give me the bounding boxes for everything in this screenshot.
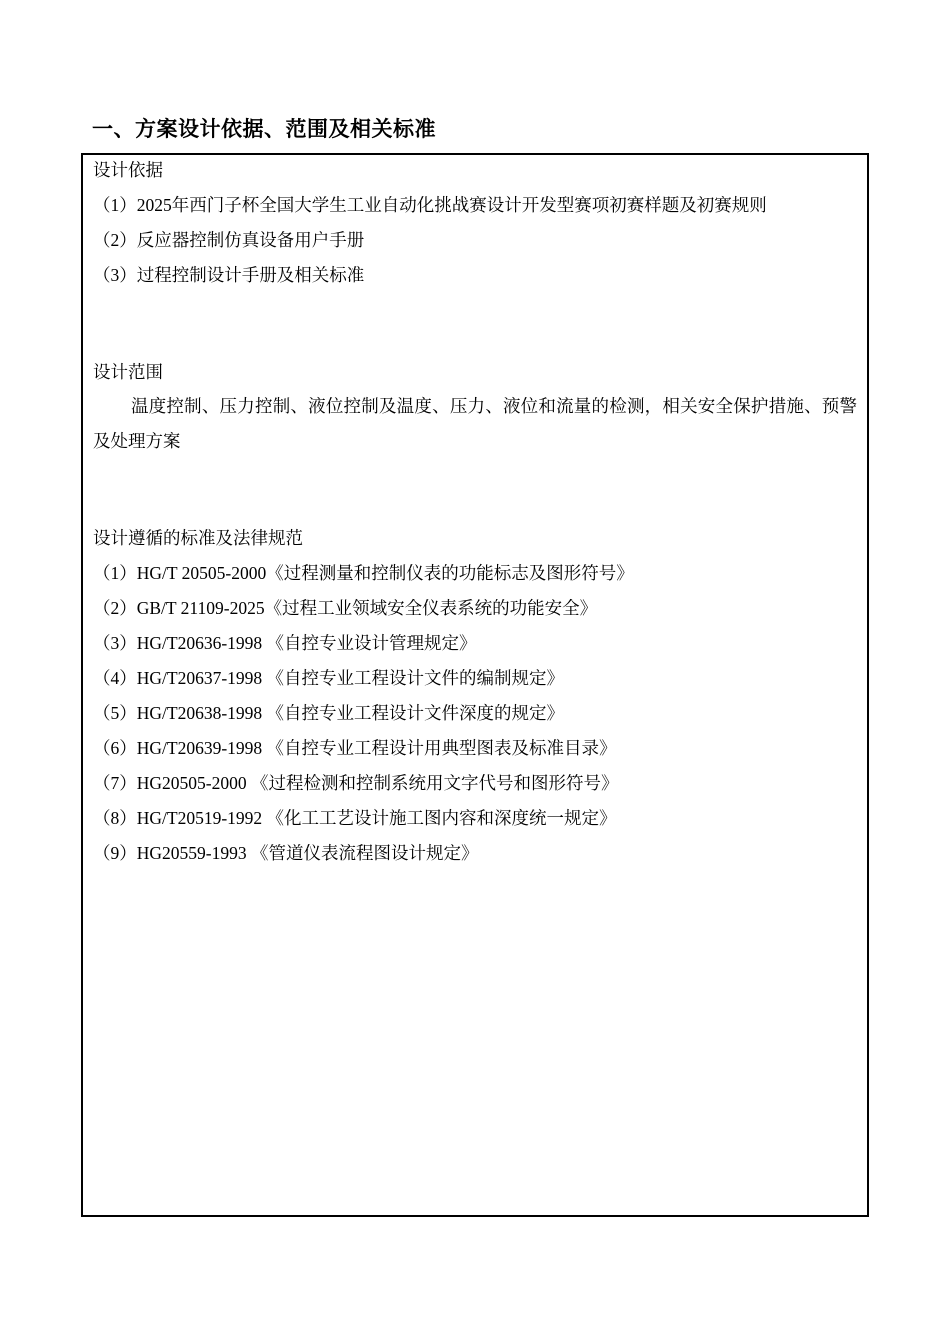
basis-item: （2）反应器控制仿真设备用户手册: [93, 230, 365, 250]
standard-item: （3）HG/T20636-1998 《自控专业设计管理规定》: [93, 633, 477, 653]
standard-item: （8）HG/T20519-1992 《化工工艺设计施工图内容和深度统一规定》: [93, 808, 617, 828]
standard-item: （2）GB/T 21109-2025《过程工业领域安全仪表系统的功能安全》: [93, 598, 598, 618]
basis-item: （3）过程控制设计手册及相关标准: [93, 265, 365, 285]
standard-item: （1）HG/T 20505-2000《过程测量和控制仪表的功能标志及图形符号》: [93, 563, 634, 583]
standard-item: （9）HG20559-1993 《管道仪表流程图设计规定》: [93, 843, 479, 863]
standard-item: （6）HG/T20639-1998 《自控专业工程设计用典型图表及标准目录》: [93, 738, 617, 758]
basis-item: （1）2025年西门子杯全国大学生工业自动化挑战赛设计开发型赛项初赛样题及初赛规则: [93, 195, 767, 215]
content-box: [81, 153, 869, 1217]
standard-item: （4）HG/T20637-1998 《自控专业工程设计文件的编制规定》: [93, 668, 565, 688]
scope-title: 设计范围: [93, 362, 163, 382]
section-heading: 一、方案设计依据、范围及相关标准: [92, 117, 436, 141]
standard-item: （5）HG/T20638-1998 《自控专业工程设计文件深度的规定》: [93, 703, 565, 723]
standards-title: 设计遵循的标准及法律规范: [93, 528, 303, 548]
standard-item: （7）HG20505-2000 《过程检测和控制系统用文字代号和图形符号》: [93, 773, 619, 793]
scope-paragraph: 温度控制、压力控制、液位控制及温度、压力、液位和流量的检测，相关安全保护措施、预警及处理方案: [93, 396, 857, 451]
basis-title: 设计依据: [93, 160, 163, 180]
